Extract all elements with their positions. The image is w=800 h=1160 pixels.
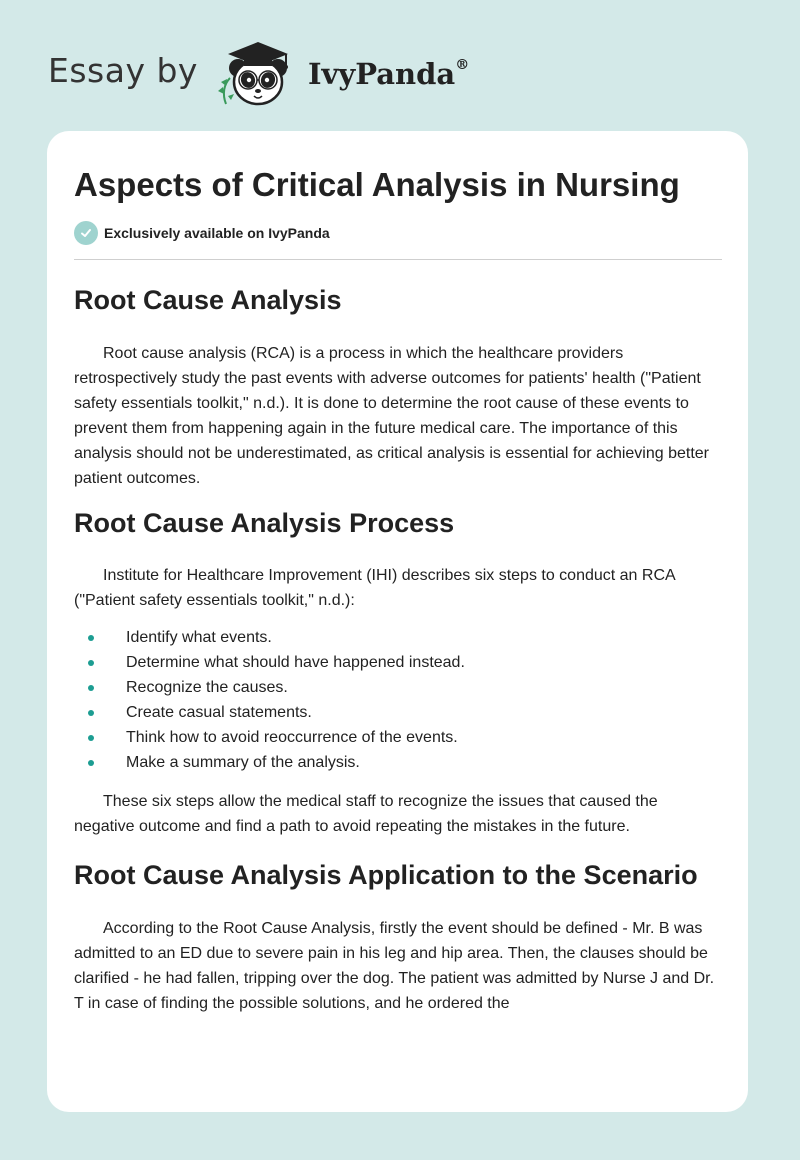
brand-prefix: Essay by bbox=[48, 50, 198, 90]
list-item-text: Make a summary of the analysis. bbox=[126, 754, 360, 771]
brand-name bbox=[308, 57, 469, 91]
bullet-icon bbox=[88, 685, 94, 691]
list-item bbox=[74, 625, 722, 650]
site-header-logo[interactable] bbox=[48, 38, 469, 108]
check-icon bbox=[74, 221, 98, 245]
list-item-text: Identify what events. bbox=[126, 629, 272, 646]
list-item-text: Think how to avoid reoccurrence of the events. bbox=[126, 729, 458, 746]
section-paragraph: Root cause analysis (RCA) is a process in which the healthcare providers retrospectively study the past events with adverse outcomes for patients' health ("Patient safety essentials toolkit," n.d.). It is done to determine the root cause of these events to prevent them from happening again in the future medical care. The importance of this analysis should not be underestimated, as critical analysis is essential for achieving better patient outcomes. bbox=[74, 345, 709, 487]
bullet-icon bbox=[88, 710, 94, 716]
section-paragraph: According to the Root Cause Analysis, firstly the event should be defined - Mr. B was admitted to an ED due to severe pain in his leg and hip area. Then, the clauses should be clarified - he had fallen, tripping over the dog. The patient was admitted by Nurse J and Dr. T in case of finding the possible solutions, and he ordered the bbox=[74, 920, 715, 1012]
list-item-text: Recognize the causes. bbox=[126, 679, 288, 696]
list-item bbox=[74, 650, 722, 675]
exclusive-badge-label: Exclusively available on IvyPanda bbox=[104, 225, 330, 241]
steps-list bbox=[74, 625, 722, 775]
section-heading: Root Cause Analysis Application to the Scenario bbox=[74, 860, 698, 890]
list-item bbox=[74, 675, 722, 700]
list-item bbox=[74, 725, 722, 750]
section-paragraph: Institute for Healthcare Improvement (IHI) describes six steps to conduct an RCA ("Patient safety essentials toolkit," n.d.): bbox=[74, 567, 675, 609]
list-item bbox=[74, 750, 722, 775]
list-item-text: Create casual statements. bbox=[126, 704, 312, 721]
section-heading: Root Cause Analysis bbox=[74, 285, 342, 315]
panda-mascot-icon bbox=[212, 38, 304, 108]
brand-name-text: IvyPanda bbox=[307, 57, 456, 91]
bullet-icon bbox=[88, 635, 94, 641]
page-title: Aspects of Critical Analysis in Nursing bbox=[74, 166, 680, 203]
list-item-text: Determine what should have happened instead. bbox=[126, 654, 465, 671]
exclusive-badge bbox=[74, 221, 722, 245]
list-item bbox=[74, 700, 722, 725]
divider bbox=[74, 259, 722, 260]
section-heading: Root Cause Analysis Process bbox=[74, 508, 455, 538]
registered-mark: ® bbox=[455, 57, 470, 73]
bullet-icon bbox=[88, 760, 94, 766]
section-paragraph: These six steps allow the medical staff to recognize the issues that caused the negative outcome and find a path to avoid repeating the mistakes in the future. bbox=[74, 793, 658, 835]
bullet-icon bbox=[88, 735, 94, 741]
bullet-icon bbox=[88, 660, 94, 666]
essay-card bbox=[47, 131, 748, 1112]
